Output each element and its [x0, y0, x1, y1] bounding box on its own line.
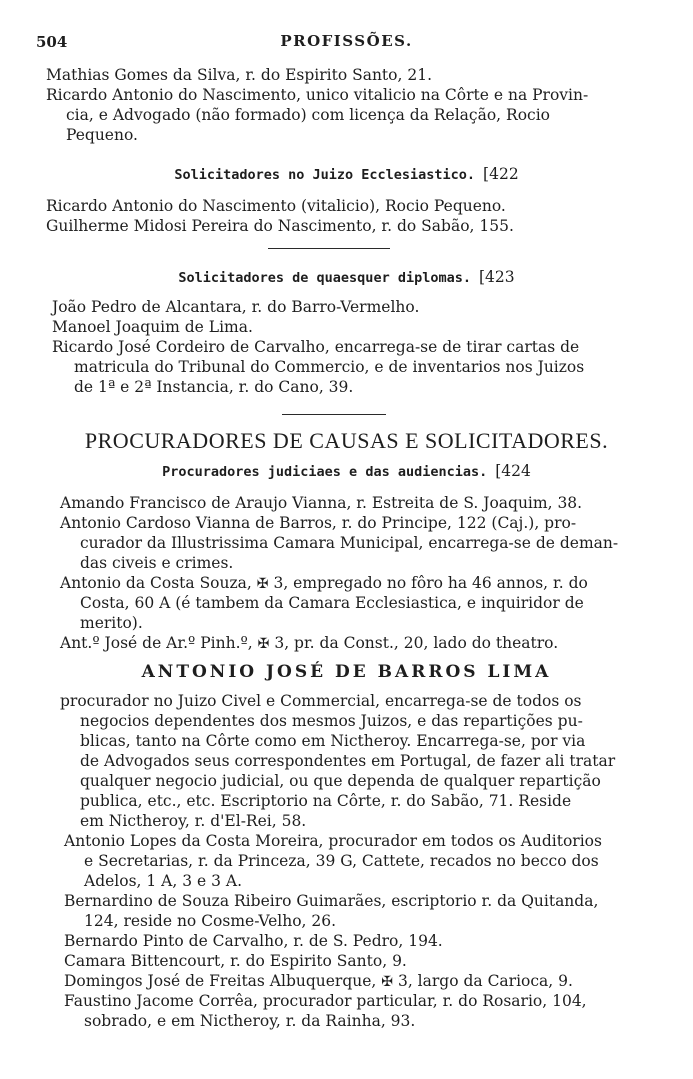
section-heading-424 [0, 462, 693, 480]
entry-line: sobrado, e em Nictheroy, r. da Rainha, 93. [84, 1012, 416, 1030]
entry-text: Antonio da Costa Souza, [60, 574, 252, 592]
entry-line: Adelos, 1 A, 3 e 3 A. [84, 872, 243, 890]
entry-text: Ant.º José de Ar.º Pinh.º, [60, 634, 253, 652]
entry-text: 3, largo da Carioca, 9. [397, 972, 573, 990]
section-title: Solicitadores no Juizo Ecclesiastico. [174, 167, 476, 183]
entry-line: procurador no Juizo Civel e Commercial, encarrega-se de todos os [60, 692, 582, 710]
entry-line [64, 972, 573, 992]
entry-line: Bernardo Pinto de Carvalho, r. de S. Pedro, 194. [64, 932, 443, 950]
entry-line: em Nictheroy, r. d'El-Rei, 58. [80, 812, 307, 830]
entry-text: Domingos José de Freitas Albuquerque, [64, 972, 377, 990]
entry-line [60, 634, 558, 654]
entry-line: publica, etc., etc. Escriptorio na Côrte, r. do Sabão, 71. Reside [80, 792, 572, 810]
entry-line: curador da Illustrissima Camara Municipal, encarrega-se de deman- [80, 534, 619, 552]
entry-line: Manoel Joaquim de Lima. [52, 318, 253, 336]
entry-line: blicas, tanto na Côrte como em Nictheroy. Encarrega-se, por via [80, 732, 586, 750]
divider-rule [268, 248, 390, 249]
entry-line: Bernardino de Souza Ribeiro Guimarães, escriptorio r. da Quitanda, [64, 892, 599, 910]
entry-line: Ricardo Antonio do Nascimento (vitalicio), Rocio Pequeno. [46, 197, 506, 215]
entry-line: negocios dependentes dos mesmos Juizos, e das repartições pu- [80, 712, 583, 730]
section-number: [424 [495, 462, 531, 480]
entry-line: Pequeno. [66, 126, 138, 144]
entry-line: Mathias Gomes da Silva, r. do Espirito Santo, 21. [46, 66, 432, 84]
running-title: PROFISSÕES. [280, 32, 413, 50]
chapter-heading: PROCURADORES DE CAUSAS E SOLICITADORES. [84, 428, 609, 453]
entry-text: 3, empregado no fôro ha 46 annos, r. do [273, 574, 588, 592]
section-title: Solicitadores de quaesquer diplomas. [178, 270, 471, 286]
entry-line: Guilherme Midosi Pereira do Nascimento, r. do Sabão, 155. [46, 217, 514, 235]
section-heading-422 [0, 165, 693, 183]
entry-line: Camara Bittencourt, r. do Espirito Santo, 9. [64, 952, 407, 970]
entry-line: Amando Francisco de Araujo Vianna, r. Estreita de S. Joaquim, 38. [60, 494, 583, 512]
section-heading-423 [0, 268, 693, 286]
entry-line: 124, reside no Cosme-Velho, 26. [84, 912, 337, 930]
entry-line: merito). [80, 614, 143, 632]
entry-line: das civeis e crimes. [80, 554, 234, 572]
entry-line: João Pedro de Alcantara, r. do Barro-Vermelho. [52, 298, 420, 316]
order-cross-icon: ✠ [381, 974, 394, 990]
entry-line: Ricardo José Cordeiro de Carvalho, encarrega-se de tirar cartas de [52, 338, 580, 356]
entry-line: e Secretarias, r. da Princeza, 39 G, Cattete, recados no becco dos [84, 852, 599, 870]
entry-line: Ricardo Antonio do Nascimento, unico vitalicio na Côrte e na Provin- [46, 86, 589, 104]
order-cross-icon: ✠ [256, 576, 269, 592]
order-cross-icon: ✠ [257, 636, 270, 652]
section-title: Procuradores judiciaes e das audiencias. [162, 464, 488, 480]
entry-line: Faustino Jacome Corrêa, procurador particular, r. do Rosario, 104, [64, 992, 587, 1010]
section-number: [423 [478, 268, 515, 286]
entry-text: 3, pr. da Const., 20, lado do theatro. [274, 634, 559, 652]
divider-rule [282, 414, 386, 415]
entry-line: qualquer negocio judicial, ou que dependa de qualquer repartição [80, 772, 601, 790]
entry-line: de 1ª e 2ª Instancia, r. do Cano, 39. [74, 378, 354, 396]
entry-line: Antonio Lopes da Costa Moreira, procurador em todos os Auditorios [64, 832, 602, 850]
entry-line: matricula do Tribunal do Commercio, e de inventarios nos Juizos [74, 358, 585, 376]
advertised-name: ANTONIO JOSÉ DE BARROS LIMA [141, 662, 552, 682]
entry-line: de Advogados seus correspondentes em Portugal, de fazer ali tratar [80, 752, 616, 770]
section-number: [422 [483, 165, 519, 183]
page-number: 504 [36, 33, 68, 51]
entry-line: Antonio Cardoso Vianna de Barros, r. do Principe, 122 (Caj.), pro- [60, 514, 577, 532]
entry-line [60, 574, 588, 594]
entry-line: Costa, 60 A (é tambem da Camara Ecclesiastica, e inquiridor de [80, 594, 584, 612]
entry-line: cia, e Advogado (não formado) com licença da Relação, Rocio [66, 106, 551, 124]
